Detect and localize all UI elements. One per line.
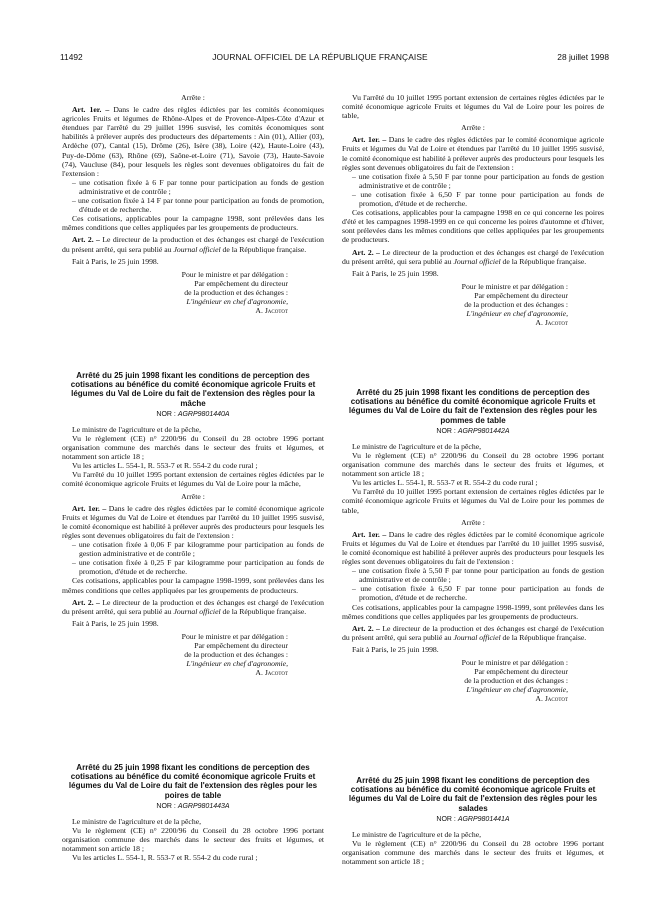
article-text: Le directeur de la production et des échanges est chargé de l'exécution du présent arrêté, qui sera publié au: [342, 623, 605, 642]
signed-place-date: Fait à Paris, le 25 juin 1998.: [72, 618, 159, 628]
signature-role: L'ingénieur en chef d'agronomie,: [466, 685, 568, 695]
signature-block: [62, 632, 324, 677]
article-1: [342, 135, 604, 171]
arrete-label: Arrête :: [181, 93, 205, 102]
decree-title: Arrêté du 25 juin 1998 fixant les conditions de perception des cotisations au bénéfice du comité économique agricole Fruits et légumes du Val de Loire du fait de l'extension des règles pour les pommes de table: [348, 388, 598, 425]
article-label: Art. 1er. –: [352, 529, 387, 539]
journal-title: JOURNAL OFFICIEL DE LA RÉPUBLIQUE FRANÇAISE: [212, 52, 428, 62]
signature-name: A. Jacotot: [535, 694, 568, 704]
article-label: Art. 2. –: [352, 247, 380, 257]
article-label: Art. 2. –: [72, 235, 100, 245]
arrete-label: Arrête :: [181, 491, 205, 501]
decree-title: Arrêté du 25 juin 1998 fixant les conditions de perception des cotisations au bénéfice du comité économique agricole Fruits et légumes du Val de Loire du fait de l'extension des règles pour les salades: [348, 776, 598, 813]
article-text: Dans le cadre des règles édictées par le comité économique agricole Fruits et légumes du Val de Loire et étendues par l'arrêté du 10 juillet 1995 susvisé, le comité économique est habilité à prélever auprès des producteurs pour lesquels les règles sont devenues obligatoires du fait de l'extension :: [342, 135, 604, 172]
decree-1-continued: [62, 93, 324, 315]
signature-name: A. Jacotot: [255, 668, 288, 678]
journal-ref: Journal officiel: [453, 256, 501, 266]
paragraph: Vu le règlement (CE) n° 2200/96 du Conseil du 28 octobre 1996 portant organisation commune des marchés dans le secteur des fruits et légumes, et notamment son article 18 ;: [342, 451, 604, 479]
nor-label: NOR :: [436, 427, 456, 435]
paragraph: Vu l'arrêté du 10 juillet 1995 portant extension de certaines règles édictées par le comité économique agricole Fruits et légumes du Val de Loire pour les pommes de table,: [342, 487, 604, 515]
nor-label: NOR :: [436, 815, 456, 823]
nor-reference: [342, 427, 604, 436]
nor-code: AGRP9801443A: [177, 802, 230, 810]
journal-ref: Journal officiel: [173, 244, 221, 254]
article-text-end: de la République française.: [222, 244, 307, 254]
article-label: Art. 2. –: [72, 597, 100, 607]
signature-line: de la production et des échanges :: [464, 299, 568, 309]
paragraph: Ces cotisations, applicables pour la campagne 1998-1999, sont prélevées dans les mêmes conditions que celles appliquées par les groupements de producteurs.: [62, 576, 324, 595]
dash-item: – une cotisation fixée à 14 F par tonne pour participation au fonds de promotion, d'étude et de recherche.: [72, 196, 324, 215]
signed-place-date: Fait à Paris, le 25 juin 1998.: [352, 268, 439, 278]
paragraph: Ces cotisations, applicables pour la campagne 1998, sont prélevées dans les mêmes conditions que celles appliquées par les groupements de producteurs.: [62, 214, 324, 233]
nor-code: AGRP9801440A: [177, 410, 230, 418]
paragraph: Vu les articles L. 554-1, R. 553-7 et R. 554-2 du code rural ;: [72, 461, 258, 471]
journal-ref: Journal officiel: [453, 632, 501, 642]
signed-place-date: Fait à Paris, le 25 juin 1998.: [352, 644, 439, 654]
signature-name: A. Jacotot: [535, 318, 568, 328]
nor-reference: [62, 410, 324, 419]
page-header: [60, 50, 609, 64]
article-label: Art. 1er. –: [352, 135, 387, 145]
signature-role: L'ingénieur en chef d'agronomie,: [466, 309, 568, 319]
article-2: [62, 598, 324, 616]
signature-role: L'ingénieur en chef d'agronomie,: [186, 659, 288, 669]
article-text-end: de la République française.: [502, 632, 587, 642]
signature-line: Pour le ministre et par délégation :: [461, 281, 568, 291]
decree-pommes: [342, 388, 604, 703]
decree-poires: [62, 763, 324, 862]
dash-item: – une cotisation fixée à 6,50 F par tonne pour participation au fonds de promotion, d'étude et de recherche.: [352, 584, 604, 603]
paragraph: Le ministre de l'agriculture et de la pêche,: [352, 441, 482, 451]
nor-code: AGRP9801442A: [457, 427, 510, 435]
dash-item: – une cotisation fixée à 0,25 F par kilogramme pour participation au fonds de promotion, d'étude et de recherche.: [72, 558, 324, 577]
issue-date: 28 juillet 1998: [557, 52, 609, 62]
signature-line: Par empêchement du directeur: [474, 290, 568, 300]
signature-line: Pour le ministre et par délégation :: [181, 631, 288, 641]
article-text: Dans le cadre des règles édictées par le comité économique agricole Fruits et légumes du Val de Loire et étendues par l'arrêté du 10 juillet 1995 susvisé, le comité économique est habilité à prélever auprès des producteurs pour lesquels les règles sont devenues obligatoires du fait de l'extension :: [342, 529, 604, 567]
decree-mache: [62, 371, 324, 677]
paragraph: Ces cotisations, applicables pour la campagne 1998 en ce qui concerne les poires d'été et les campagnes 1998-1999 en ce qui concerne les poires d'automne et d'hiver, sont prélevées dans les mêmes conditions que celles appliquées par les groupements de producteurs.: [342, 208, 604, 245]
signature-line: de la production et des échanges :: [464, 676, 568, 686]
paragraph: Le ministre de l'agriculture et de la pêche,: [352, 829, 482, 839]
article-label: Art. 2. –: [352, 623, 380, 633]
article-text: Le directeur de la production et des échanges est chargé de l'exécution du présent arrêté, qui sera publié au: [342, 247, 605, 266]
signature-line: de la production et des échanges :: [184, 650, 288, 660]
article-text-end: de la République française.: [222, 606, 307, 616]
dash-item: – une cotisation fixée à 0,06 F par kilogramme pour participation au fonds de gestion administrative et de contrôle ;: [72, 540, 324, 559]
signed-place-date: Fait à Paris, le 25 juin 1998.: [72, 256, 159, 266]
paragraph: Vu l'arrêté du 10 juillet 1995 portant extension de certaines règles édictées par le comité économique agricole Fruits et légumes du Val de Loire pour la mâche,: [62, 470, 324, 489]
article-text-end: de la République française.: [502, 256, 587, 266]
article-text: Le directeur de la production et des échanges est chargé de l'exécution du présent arrêté, qui sera publié au: [62, 235, 325, 254]
article-text: Dans le cadre des règles édictées par les comités économiques agricoles Fruits et légumes de Rhône-Alpes et de Provence-Alpes-Côte d'Azur et étendues par l'arrêté du 29 juillet 1996 susvisé, les comités économiques sont habilités à prélever auprès des producteurs des départements : Ain (01), Allier (03), Ardèche (07), Cantal (15), Drôme (26), Isère (38), Loire (42), Haute-Loire (43), Puy-de-Dôme (63), Rhône (69), Saône-et-Loire (71), Savoie (73), Haute-Savoie (74), Vaucluse (84), pour lesquels les règles sont devenues obligatoires du fait de l'extension :: [62, 105, 324, 178]
paragraph: Vu le règlement (CE) n° 2200/96 du Conseil du 28 octobre 1996 portant organisation commune des marchés dans le secteur des fruits et légumes, et notamment son article 18 ;: [342, 839, 604, 867]
signature-line: de la production et des échanges :: [184, 287, 288, 297]
article-2: [342, 248, 604, 266]
paragraph: Le ministre de l'agriculture et de la pêche,: [72, 424, 202, 434]
signature-block: [342, 282, 604, 327]
signature-line: Par empêchement du directeur: [194, 278, 288, 288]
article-1: [342, 530, 604, 566]
nor-label: NOR :: [156, 802, 176, 810]
paragraph: Ces cotisations, applicables pour la campagne 1998-1999, sont prélevées dans les mêmes conditions que celles appliquées par les groupements de producteurs.: [342, 602, 604, 621]
article-1: [62, 105, 324, 178]
paragraph: Vu le règlement (CE) n° 2200/96 du Conseil du 28 octobre 1996 portant organisation commune des marchés dans le secteur des fruits et légumes, et notamment son article 18 ;: [62, 826, 324, 854]
decree-salades: [342, 776, 604, 866]
paragraph: Vu l'arrêté du 10 juillet 1995 portant extension de certaines règles édictées par le comité économique agricole Fruits et légumes du Val de Loire pour les poires de table,: [342, 93, 604, 121]
paragraph: Vu le règlement (CE) n° 2200/96 du Conseil du 28 octobre 1996 portant organisation commune des marchés dans le secteur des fruits et légumes, et notamment son article 18 ;: [62, 434, 324, 462]
signature-line: Pour le ministre et par délégation :: [181, 269, 288, 279]
paragraph: Vu les articles L. 554-1, R. 553-7 et R. 554-2 du code rural ;: [72, 853, 258, 863]
article-2: [342, 624, 604, 642]
paragraph: Le ministre de l'agriculture et de la pêche,: [72, 816, 202, 826]
paragraph: Vu les articles L. 554-1, R. 553-7 et R. 554-2 du code rural ;: [352, 478, 538, 488]
article-label: Art. 1er. –: [72, 503, 107, 513]
journal-ref: Journal officiel: [173, 606, 221, 616]
decree-title: Arrêté du 25 juin 1998 fixant les conditions de perception des cotisations au bénéfice du comité économique agricole Fruits et légumes du Val de Loire du fait de l'extension des règles pour les poires de table: [68, 763, 318, 800]
dash-item: – une cotisation fixée à 6 F par tonne pour participation au fonds de gestion administrative et de contrôle ;: [72, 177, 324, 196]
nor-code: AGRP9801441A: [457, 815, 510, 823]
article-text: Dans le cadre des règles édictées par le comité économique agricole Fruits et légumes du Val de Loire et étendues par l'arrêté du 10 juillet 1995 susvisé, le comité économique est habilité à prélever auprès des producteurs pour lesquels les règles sont devenues obligatoires du fait de l'extension :: [62, 503, 324, 540]
nor-label: NOR :: [156, 410, 176, 418]
nor-reference: [342, 815, 604, 824]
signature-block: [62, 270, 324, 315]
arrete-label: Arrête :: [461, 517, 485, 527]
article-1: [62, 504, 324, 540]
signature-line: Par empêchement du directeur: [474, 667, 568, 677]
dash-item: – une cotisation fixée à 5,50 F par tonne pour participation au fonds de gestion administrative et de contrôle ;: [352, 171, 604, 190]
article-2: [62, 235, 324, 253]
signature-role: L'ingénieur en chef d'agronomie,: [186, 296, 288, 306]
decree-poires-continued: [342, 93, 604, 327]
article-text: Le directeur de la production et des échanges est chargé de l'exécution du présent arrêté, qui sera publié au: [62, 597, 325, 616]
arrete-label: Arrête :: [461, 123, 485, 133]
signature-line: Pour le ministre et par délégation :: [461, 657, 568, 667]
signature-block: [342, 658, 604, 703]
signature-name: A. Jacotot: [255, 306, 288, 316]
dash-item: – une cotisation fixée à 6,50 F par tonne pour participation au fonds de promotion, d'étude et de recherche.: [352, 189, 604, 209]
nor-reference: [62, 802, 324, 811]
signature-line: Par empêchement du directeur: [194, 640, 288, 650]
article-label: Art. 1er. –: [72, 105, 110, 115]
dash-item: – une cotisation fixée à 5,50 F par tonne pour participation au fonds de gestion administrative et de contrôle ;: [352, 566, 604, 585]
page-number: 11492: [60, 52, 83, 62]
decree-title: Arrêté du 25 juin 1998 fixant les conditions de perception des cotisations au bénéfice du comité économique agricole Fruits et légumes du Val de Loire du fait de l'extension des règles pour la mâche: [70, 371, 316, 408]
